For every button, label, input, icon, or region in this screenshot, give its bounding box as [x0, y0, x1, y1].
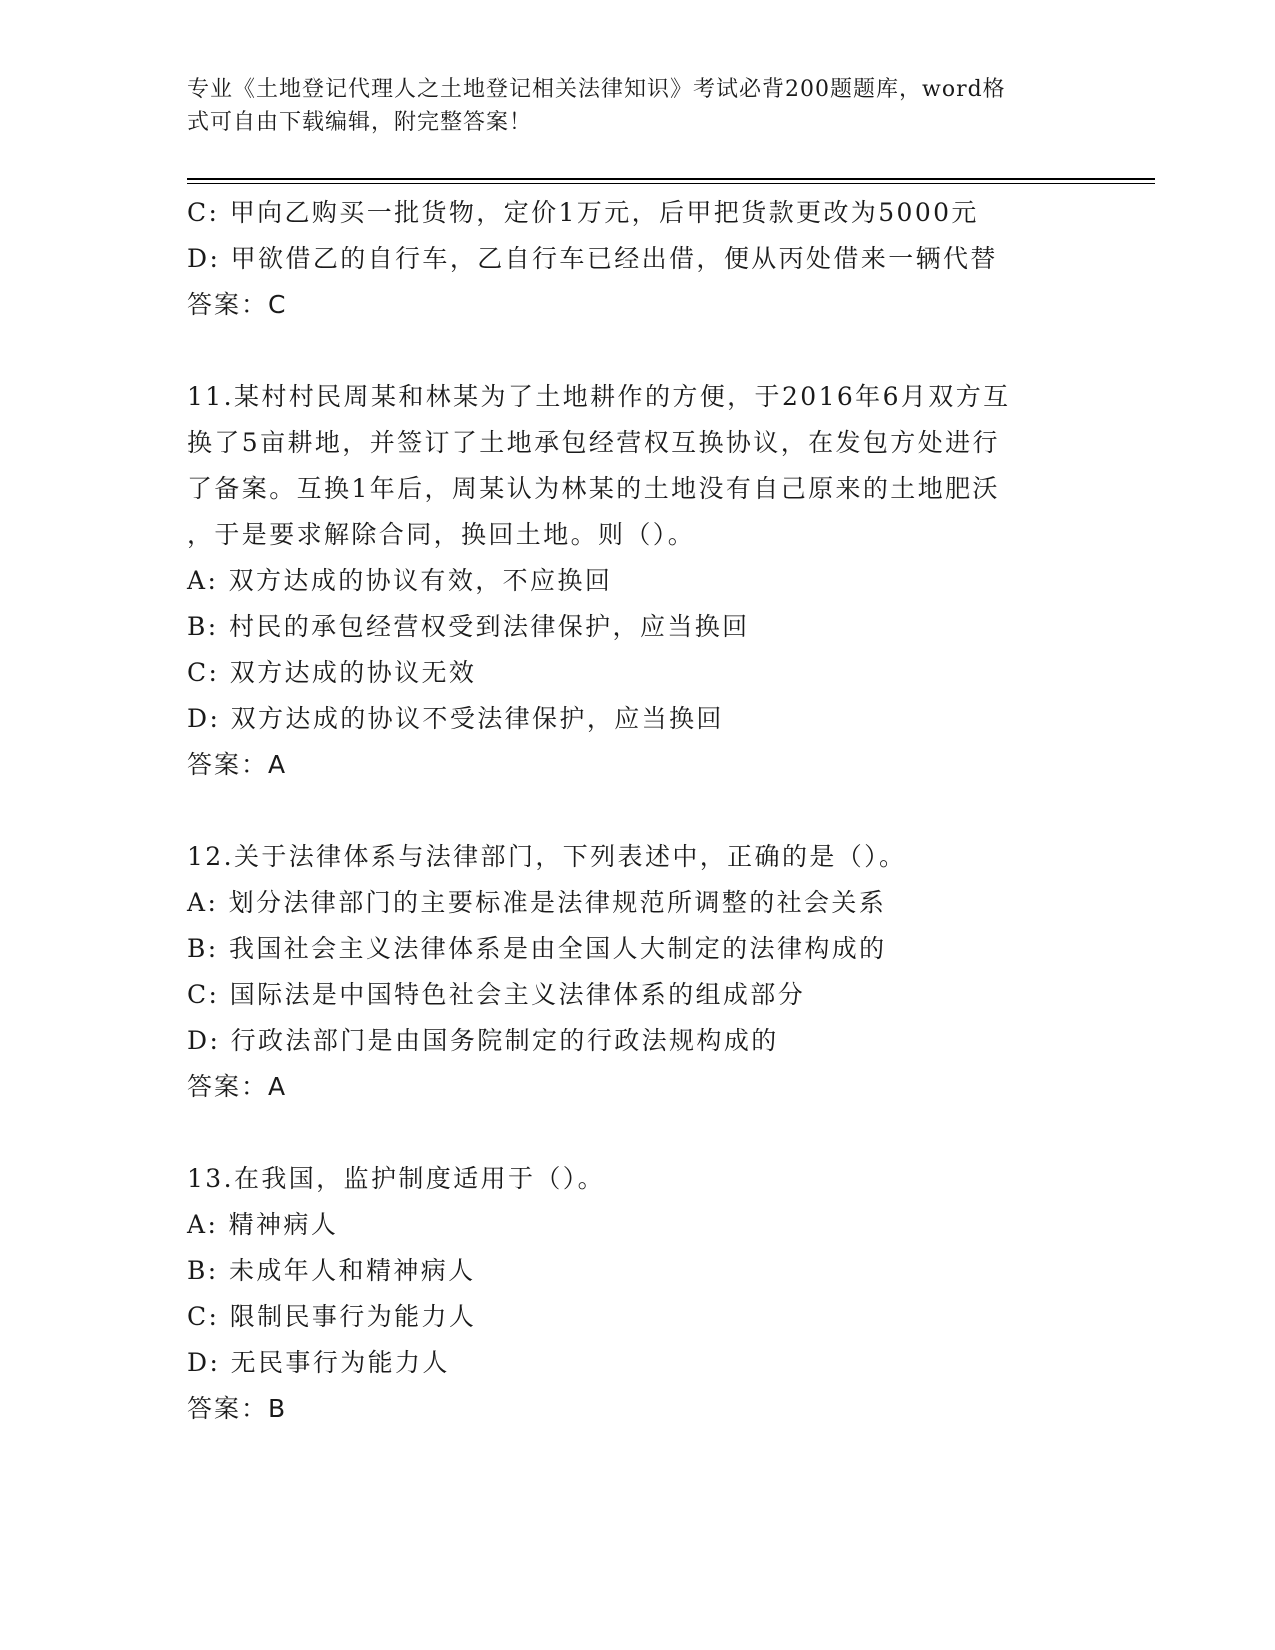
q13-answer: 答案：B: [187, 1394, 288, 1423]
q11-stem-line-4: ，于是要求解除合同，换回土地。则（）。: [187, 520, 696, 549]
q11-option-d: D: 双方达成的协议不受法律保护，应当换回: [187, 704, 724, 733]
spacer: [187, 1110, 1067, 1156]
q11-stem-line-3: 了备案。互换1年后，周某认为林某的土地没有自己原来的土地肥沃: [187, 474, 1000, 503]
spacer: [187, 328, 1067, 374]
previous-question-block: [187, 190, 1067, 328]
spacer: [187, 788, 1067, 834]
q13-option-c: C: 限制民事行为能力人: [187, 1302, 477, 1331]
header-divider-thick: [187, 178, 1155, 180]
q12-option-b: B: 我国社会主义法律体系是由全国人大制定的法律构成的: [187, 934, 887, 963]
q11-stem-line-2: 换了5亩耕地，并签订了土地承包经营权互换协议，在发包方处进行: [187, 428, 1000, 457]
question-content: [187, 190, 1067, 1432]
q11-option-c: C: 双方达成的协议无效: [187, 658, 477, 687]
q11-option-b: B: 村民的承包经营权受到法律保护，应当换回: [187, 612, 750, 641]
q12-stem: 12.关于法律体系与法律部门，下列表述中，正确的是（）。: [187, 842, 907, 871]
q12-option-a: A: 划分法律部门的主要标准是法律规范所调整的社会关系: [187, 888, 887, 917]
q13-option-a: A: 精神病人: [187, 1210, 339, 1239]
q13-option-b: B: 未成年人和精神病人: [187, 1256, 476, 1285]
question-11-block: [187, 374, 1067, 788]
header-line-2: 式可自由下载编辑，附完整答案！: [187, 110, 533, 135]
q11-answer: 答案：A: [187, 750, 288, 779]
q13-stem: 13.在我国，监护制度适用于（）。: [187, 1164, 606, 1193]
header-line-1: 专业《土地登记代理人之土地登记相关法律知识》考试必背200题题库，word格: [187, 77, 1006, 102]
question-13-block: [187, 1156, 1067, 1432]
q11-stem-line-1: 11.某村村民周某和林某为了土地耕作的方便，于2016年6月双方互: [187, 382, 1011, 411]
q13-option-d: D: 无民事行为能力人: [187, 1348, 450, 1377]
q11-option-a: A: 双方达成的协议有效，不应换回: [187, 566, 613, 595]
header-divider-thin: [187, 183, 1155, 184]
question-12-block: [187, 834, 1067, 1110]
prev-option-c: C: 甲向乙购买一批货物，定价1万元，后甲把货款更改为5000元: [187, 198, 979, 227]
q12-option-d: D: 行政法部门是由国务院制定的行政法规构成的: [187, 1026, 779, 1055]
prev-answer: 答案：C: [187, 290, 288, 319]
q12-answer: 答案：A: [187, 1072, 288, 1101]
prev-option-d: D: 甲欲借乙的自行车，乙自行车已经出借，便从丙处借来一辆代替: [187, 244, 998, 273]
document-header: [187, 73, 1087, 139]
q12-option-c: C: 国际法是中国特色社会主义法律体系的组成部分: [187, 980, 806, 1009]
